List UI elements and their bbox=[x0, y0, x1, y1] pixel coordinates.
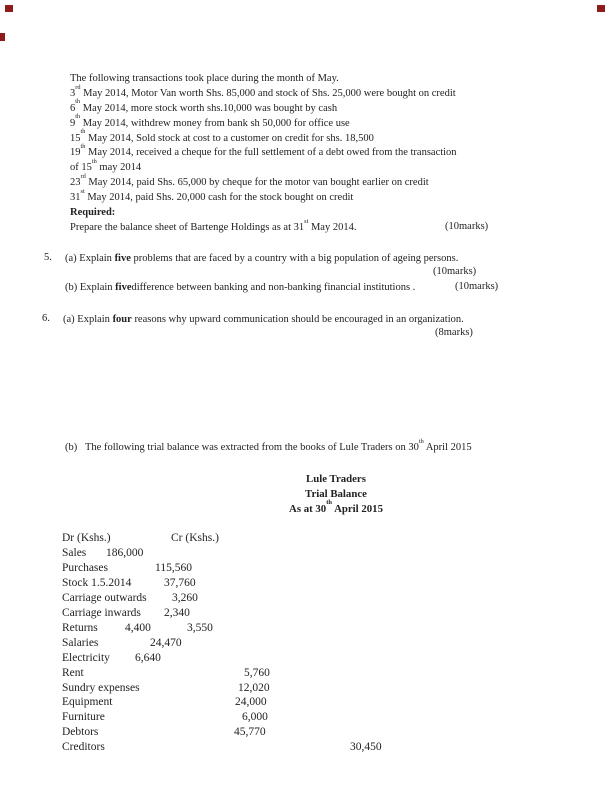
amount-value: 2,340 bbox=[164, 606, 190, 619]
account-label: Electricity bbox=[62, 651, 110, 664]
text-line bbox=[70, 172, 457, 191]
ordinal-superscript: th bbox=[80, 128, 86, 136]
amount-value: 30,450 bbox=[350, 741, 382, 754]
ordinal-superscript: rd bbox=[80, 172, 86, 180]
amount-value: 115,560 bbox=[155, 561, 192, 574]
account-label: Equipment bbox=[62, 696, 113, 709]
marks-label-q5a: (10marks) bbox=[433, 266, 477, 277]
account-label: Salaries bbox=[62, 636, 99, 649]
account-label: Carriage inwards bbox=[62, 606, 141, 619]
ordinal-superscript: st bbox=[80, 187, 85, 195]
text-segment: (a) Explain bbox=[63, 314, 113, 325]
marks-label-q6a: (8marks) bbox=[435, 327, 473, 338]
amount-value: 37,760 bbox=[164, 576, 196, 589]
text-line bbox=[70, 113, 457, 132]
marks-label-q5b: (10marks) bbox=[455, 281, 499, 292]
text-segment: April 2015 bbox=[423, 442, 472, 453]
amount-value: 6,000 bbox=[242, 711, 268, 724]
account-label: Stock 1.5.2014 bbox=[62, 576, 132, 589]
text-segment: 9 bbox=[70, 117, 76, 129]
text-segment: May 2014, paid Shs. 65,000 by cheque for the motor van bought earlier on credit bbox=[85, 177, 429, 189]
amount-value: 24,470 bbox=[150, 636, 182, 649]
question-5b-text bbox=[65, 281, 415, 296]
text-segment: May 2014, received a cheque for the full settlement of a debt owed from the transaction bbox=[85, 147, 457, 159]
text-line bbox=[70, 72, 457, 87]
text-segment: Required: bbox=[70, 207, 116, 219]
part-b-label: (b) bbox=[65, 442, 78, 453]
cr-column-header: Cr (Kshs.) bbox=[171, 532, 219, 544]
trial-balance-heading bbox=[216, 472, 456, 516]
ordinal-superscript: th bbox=[91, 158, 97, 166]
text-segment: 15 bbox=[70, 132, 81, 144]
text-segment: difference between banking and non-banking financial institutions . bbox=[131, 282, 416, 293]
scan-mark-top-left bbox=[5, 5, 13, 12]
ordinal-superscript: rd bbox=[75, 83, 81, 91]
ordinal-superscript: th bbox=[75, 113, 81, 121]
account-label: Carriage outwards bbox=[62, 591, 147, 604]
ordinal-superscript: st bbox=[304, 217, 309, 225]
question-5a-text bbox=[65, 252, 458, 267]
question-6-number: 6. bbox=[42, 313, 50, 324]
account-label: Purchases bbox=[62, 561, 108, 574]
text-segment: 6 bbox=[70, 102, 76, 114]
text-line bbox=[70, 158, 457, 176]
amount-value: 24,000 bbox=[235, 696, 267, 709]
text-line bbox=[70, 128, 457, 147]
trial-balance-table bbox=[62, 531, 582, 761]
transactions-paragraph bbox=[70, 72, 457, 236]
text-segment: The following trial balance was extracted from the books of Lule Traders on 30 bbox=[85, 442, 419, 453]
account-label: Furniture bbox=[62, 711, 105, 724]
marks-label-prepare: (10marks) bbox=[445, 221, 489, 232]
question-6a-text bbox=[63, 313, 464, 328]
amount-value: 5,760 bbox=[244, 666, 270, 679]
account-label: Sales bbox=[62, 546, 87, 559]
text-segment: of 15 bbox=[70, 162, 92, 174]
text-segment: problems that are faced by a country with a big population of ageing persons. bbox=[130, 253, 459, 264]
account-label: Creditors bbox=[62, 741, 105, 754]
text-segment: 31 bbox=[70, 192, 81, 204]
text-line bbox=[70, 206, 457, 221]
text-segment: The following transactions took place during the month of May. bbox=[70, 73, 339, 84]
account-label: Rent bbox=[62, 666, 84, 679]
text-segment: As at 30 bbox=[289, 502, 327, 515]
account-label: Sundry expenses bbox=[62, 681, 140, 694]
account-label: Debtors bbox=[62, 726, 99, 739]
text-line bbox=[70, 217, 457, 236]
heading-business-name: Lule Traders bbox=[306, 473, 366, 485]
text-segment: reasons why upward communication should be encouraged in an organization. bbox=[131, 314, 464, 325]
text-line bbox=[70, 143, 457, 161]
text-segment: may 2014 bbox=[96, 162, 142, 174]
amount-value: 6,640 bbox=[135, 651, 161, 664]
amount-value: 45,770 bbox=[234, 726, 266, 739]
scan-mark-top-right bbox=[597, 5, 605, 12]
text-segment: May 2014, more stock worth shs.10,000 was bought by cash bbox=[80, 102, 338, 114]
ordinal-superscript: th bbox=[326, 499, 332, 507]
text-segment: May 2014, Motor Van worth Shs. 85,000 and stock of Shs. 25,000 were bought on credit bbox=[80, 87, 456, 99]
question-5-number: 5. bbox=[44, 252, 52, 263]
heading-date-line bbox=[216, 499, 456, 517]
text-segment: (b) Explain bbox=[65, 282, 116, 293]
ordinal-superscript: th bbox=[80, 143, 86, 151]
account-label: Returns bbox=[62, 621, 98, 634]
text-segment: five bbox=[115, 282, 132, 293]
text-line bbox=[70, 187, 457, 206]
text-segment: May 2014, withdrew money from bank sh 50,000 for office use bbox=[80, 117, 350, 129]
text-segment: May 2014, paid Shs. 20,000 cash for the stock bought on credit bbox=[84, 192, 354, 204]
amount-value: 186,000 bbox=[106, 546, 144, 559]
text-line bbox=[70, 83, 457, 102]
amount-value: 12,020 bbox=[238, 681, 270, 694]
dr-column-header: Dr (Kshs.) bbox=[62, 532, 111, 544]
ordinal-superscript: th bbox=[75, 98, 81, 106]
text-segment: 19 bbox=[70, 147, 81, 159]
heading-statement-name: Trial Balance bbox=[305, 487, 367, 500]
scan-mark-left-edge bbox=[0, 33, 5, 41]
text-line bbox=[70, 98, 457, 117]
text-segment: 23 bbox=[70, 177, 81, 189]
amount-value: 3,260 bbox=[172, 591, 198, 604]
text-segment: May 2014. bbox=[308, 221, 357, 233]
ordinal-superscript: th bbox=[418, 437, 424, 445]
part-b-text bbox=[85, 437, 472, 456]
amount-value: 3,550 bbox=[187, 621, 213, 634]
text-segment: five bbox=[114, 253, 131, 264]
amount-value: 4,400 bbox=[125, 621, 151, 634]
text-segment: Prepare the balance sheet of Bartenge Holdings as at 31 bbox=[70, 221, 305, 233]
text-segment: four bbox=[112, 314, 132, 325]
text-segment: 3 bbox=[70, 87, 76, 99]
text-segment: April 2015 bbox=[331, 502, 383, 515]
text-segment: May 2014, Sold stock at cost to a customer on credit for shs. 18,500 bbox=[85, 132, 374, 144]
text-segment: (a) Explain bbox=[65, 253, 115, 264]
